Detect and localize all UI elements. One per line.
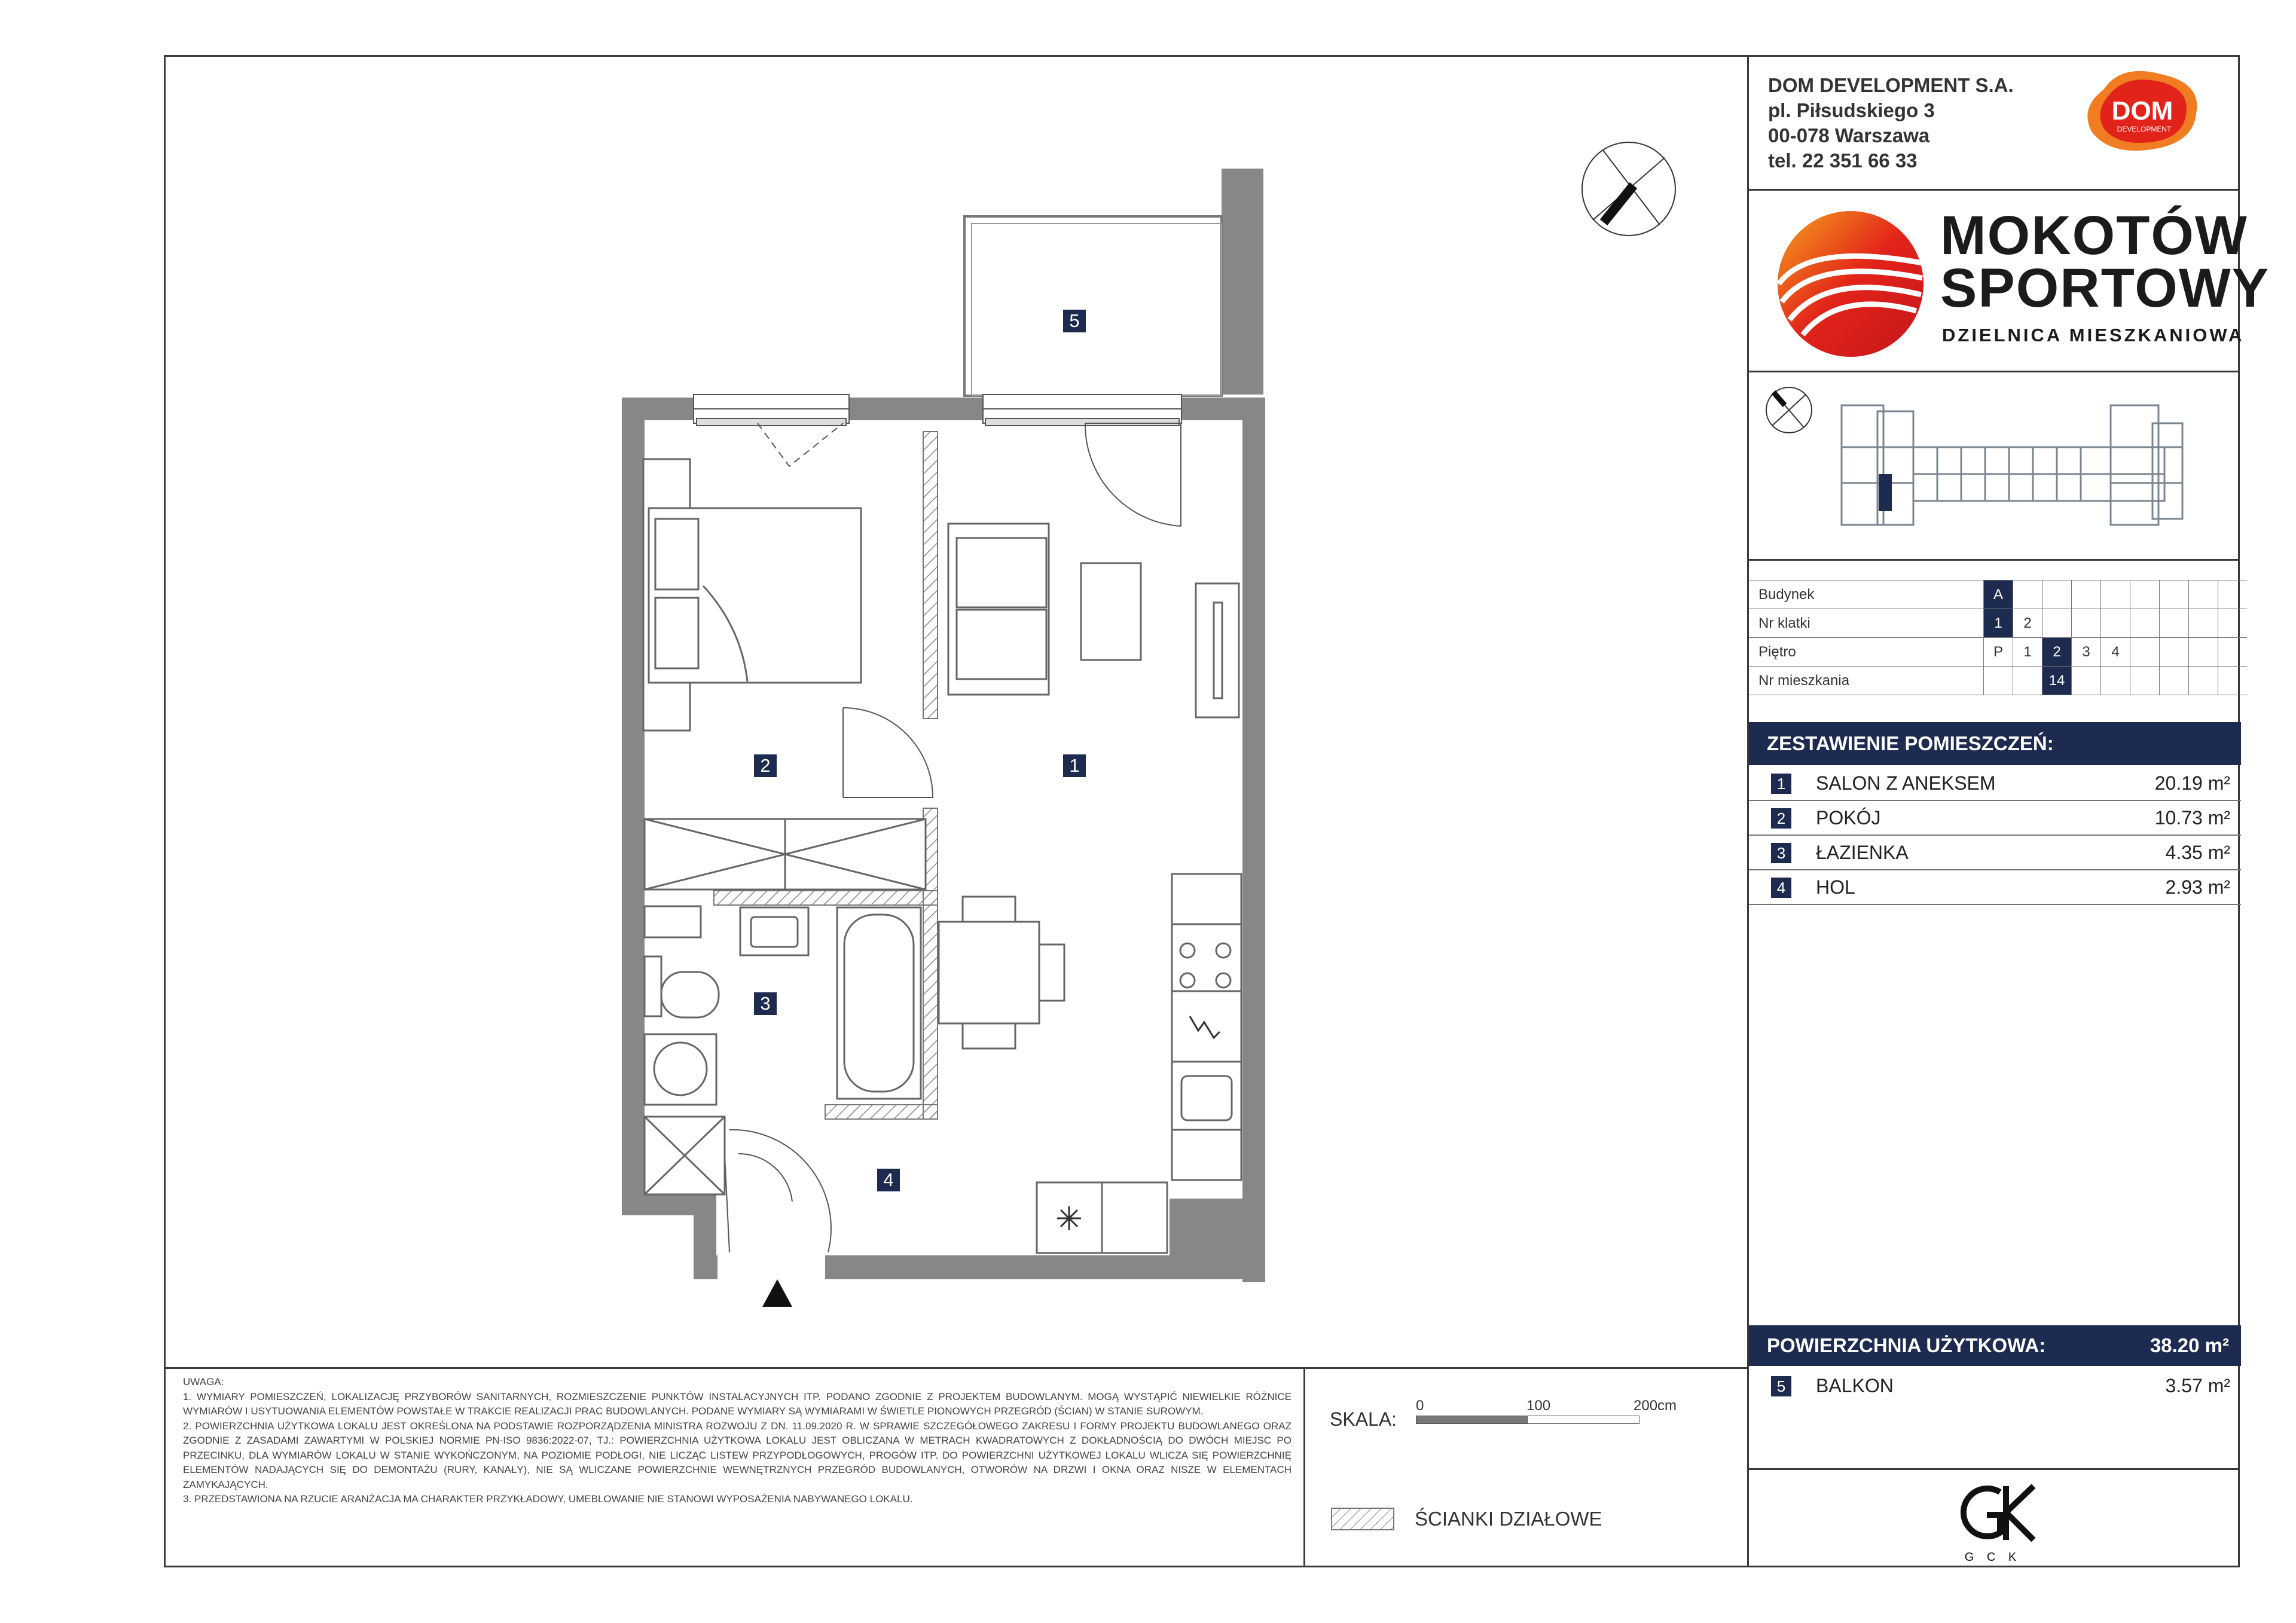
info-cell	[2013, 580, 2042, 609]
room-area: 2.93 m²	[2165, 876, 2230, 898]
balcony-number: 5	[1771, 1376, 1791, 1396]
building-outline	[1842, 405, 2182, 525]
info-cell	[2130, 638, 2160, 667]
info-cell	[2218, 667, 2248, 695]
info-cell: P	[1984, 638, 2013, 667]
info-label: Budynek	[1749, 580, 1984, 609]
room-label-5: 5	[1063, 310, 1086, 332]
room-label-4: 4	[877, 1169, 900, 1191]
info-cell	[2130, 580, 2160, 609]
info-label: Nr mieszkania	[1749, 667, 1984, 695]
list-item	[1749, 836, 2241, 870]
company-phone: tel. 22 351 66 33	[1768, 149, 1918, 172]
info-cell	[2101, 580, 2130, 609]
bed	[643, 459, 861, 730]
info-cell	[2189, 609, 2218, 638]
note-item: 2. POWIERZCHNIA UŻYTKOWA LOKALU JEST OKREŚLONA NA PODSTAWIE ROZPORZĄDZENIA MINISTRA ROZWOJU Z DN. 11.09.2020 R. W SPRAWIE SZCZEGÓŁOWEGO ZAKRESU I FORMY PROJEKTU BUDOWLANEGO ORAZ ZGODNIE Z ZASADAMI ZAWARTYMI W POLSKIEJ NORMIE PN-ISO 9836:2022-07, TJ.: POWIERZCHNIA UŻYTKOWA LOKALU JEST OBLICZANA W METRACH KWADRATOWYCH Z DOKŁADNOŚCIĄ DO DWÓCH MIEJSC PO PRZECINKU, DLA WYMIARÓW LOKALU W STANIE WYKOŃCZONYM, NA POZIOMIE PODŁOGI, NIE LICZĄC LISTEW PRZYPODŁOGOWYCH, PROGÓW ITP. DO POWIERZCHNI UŻYTKOWEJ LOKALU WLICZA SIĘ POWIERZCHNIĘ ELEMENTÓW NADAJĄCYCH SIĘ DO DEMONTAŻU (RURY, KANAŁY), NIE SĄ WLICZANE POWIERZCHNIE WEWNĘTRZNYCH PRZEGRÓD BUDOWLANYCH, OTWORÓW NA DRZWI I OKNA ORAZ NISZE W ELEMENTACH ZAMYKAJĄCYCH.	[183, 1420, 1292, 1490]
room-label-2: 2	[754, 754, 777, 777]
sofa	[948, 524, 1049, 695]
info-cell	[2218, 609, 2248, 638]
scale-tick: 0	[1416, 1398, 1424, 1414]
info-cell	[2160, 667, 2189, 695]
company-city: 00-078 Warszawa	[1768, 124, 1930, 146]
info-cell	[2189, 580, 2218, 609]
company-info	[1768, 73, 2014, 173]
info-cell	[2130, 667, 2160, 695]
list-item	[1749, 801, 2241, 836]
room-number: 3	[1771, 843, 1791, 863]
notes-heading: UWAGA:	[183, 1376, 224, 1387]
rooms-list	[1749, 766, 2241, 905]
tv-cabinet	[1196, 583, 1239, 717]
info-cell: 3	[2072, 638, 2101, 667]
usable-area-label: POWIERZCHNIA UŻYTKOWA:	[1767, 1334, 2046, 1356]
notes-scale-divider	[1303, 1367, 1305, 1567]
balcony-name: BALKON	[1816, 1375, 1894, 1396]
dining-table	[939, 897, 1064, 1049]
bathroom-fixtures	[645, 906, 921, 1194]
info-row-staircase	[1749, 609, 2247, 638]
project-title	[1940, 205, 2270, 319]
room-number: 2	[1771, 808, 1791, 829]
info-cell	[2072, 667, 2101, 695]
info-row-building	[1749, 580, 2247, 609]
dom-logo-sub: DEVELOPMENT	[2117, 125, 2172, 133]
room-area: 20.19 m²	[2154, 772, 2230, 794]
info-cell	[2101, 667, 2130, 695]
info-row-floor	[1749, 638, 2247, 667]
info-cell	[2160, 609, 2189, 638]
info-cell	[2160, 638, 2189, 667]
info-cell	[2072, 580, 2101, 609]
note-item: 3. PRZEDSTAWIONA NA RZUCIE ARANŻACJA MA CHARAKTER PRZYKŁADOWY, UMEBLOWANIE NIE STANOWI WYPOSAŻENIA NABYWANEGO LOKALU.	[183, 1493, 913, 1505]
fridge-icon	[1057, 1206, 1081, 1230]
info-cell: 4	[2101, 638, 2130, 667]
scale-bar-light	[1527, 1416, 1639, 1424]
legend-label: ŚCIANKI DZIAŁOWE	[1415, 1508, 1602, 1530]
note-item: 1. WYMIARY POMIESZCZEŃ, LOKALIZACJĘ PRZYBORÓW SANITARNYCH, ROZMIESZCZENIE PUNKTÓW INSTALACYJNYCH ITP. PODANO ZGODNIE Z PROJEKTEM BUDOWLANYM. MOGĄ WYSTĄPIĆ NIEWIELKIE RÓŻNICE WYMIARÓW I USYTUOWANIA ELEMENTÓW POWSTAŁE W TRAKCIE REALIZACJI PRAC BUDOWLANYCH. PODANE WYMIARY SĄ WYMIARAMI W ŚWIETLE PIONOWYCH PRZEGRÓD (ŚCIAN) W STANIE SUROWYM.	[183, 1390, 1292, 1417]
mokotow-logo-icon	[1773, 206, 1928, 362]
info-cell	[2218, 638, 2248, 667]
dom-logo-icon	[2080, 66, 2205, 155]
info-label: Piętro	[1749, 638, 1984, 667]
list-item	[1749, 870, 2241, 905]
keyplan-north-arrow-icon	[1766, 387, 1812, 433]
gck-text: G C K	[1964, 1551, 2022, 1564]
notes-divider	[164, 1367, 1748, 1369]
scale-tick: 100	[1526, 1398, 1551, 1414]
project-title-line1: MOKOTÓW	[1940, 205, 2248, 266]
hatch-legend-icon	[1331, 1508, 1394, 1530]
info-cell	[2072, 609, 2101, 638]
info-cell	[2160, 580, 2189, 609]
info-cell	[1984, 667, 2013, 695]
info-cell: 2	[2042, 638, 2072, 667]
dom-logo-text: DOM	[2111, 96, 2173, 126]
room-name: ŁAZIENKA	[1816, 842, 1909, 863]
info-row-apartment	[1749, 667, 2247, 695]
gck-logo-icon	[1945, 1475, 2041, 1565]
info-cell	[2013, 667, 2042, 695]
company-street: pl. Piłsudskiego 3	[1768, 99, 1935, 121]
scale-tick: 200cm	[1634, 1398, 1677, 1414]
room-label-1: 1	[1063, 754, 1086, 777]
keyplan-apartment-highlight	[1879, 474, 1892, 511]
room-name: SALON Z ANEKSEM	[1816, 772, 1996, 794]
logo-divider	[1747, 371, 2240, 372]
north-arrow-icon	[1576, 136, 1681, 242]
info-cell: 14	[2042, 667, 2072, 695]
header-divider	[1747, 189, 2240, 191]
room-number: 1	[1771, 774, 1791, 794]
info-cell	[2189, 638, 2218, 667]
room-number: 4	[1771, 878, 1791, 898]
info-cell	[2042, 580, 2072, 609]
balcony-row	[1749, 1369, 2241, 1402]
project-subtitle: DZIELNICA MIESZKANIOWA	[1942, 325, 2245, 346]
usable-area-banner	[1749, 1325, 2241, 1366]
rooms-heading-text: ZESTAWIENIE POMIESZCZEŃ:	[1767, 732, 2054, 754]
balcony-area: 3.57 m²	[2165, 1375, 2230, 1396]
company-name: DOM DEVELOPMENT S.A.	[1768, 74, 2014, 96]
balcony-area	[964, 169, 1263, 396]
info-cell	[2042, 609, 2072, 638]
info-table	[1749, 580, 2247, 695]
scale-label: SKALA:	[1330, 1408, 1397, 1430]
info-cell: 2	[2013, 609, 2042, 638]
info-cell	[2189, 667, 2218, 695]
room-area: 4.35 m²	[2165, 842, 2230, 863]
room-name: POKÓJ	[1816, 807, 1881, 829]
entrance-arrow-icon	[762, 1279, 792, 1307]
room-name: HOL	[1816, 876, 1855, 898]
info-cell	[2101, 609, 2130, 638]
key-plan	[1758, 381, 2236, 555]
info-cell	[2218, 580, 2248, 609]
list-item	[1749, 766, 2241, 801]
scale-bar-dark	[1416, 1416, 1528, 1424]
kitchen-counter	[1037, 874, 1241, 1253]
coffee-table	[1081, 563, 1141, 660]
floor-plan	[616, 161, 1315, 1321]
keyplan-divider	[1747, 559, 2240, 561]
room-area: 10.73 m²	[2154, 807, 2230, 829]
info-cell	[2130, 609, 2160, 638]
info-cell: 1	[1984, 609, 2013, 638]
usable-area-value: 38.20 m²	[2150, 1334, 2229, 1356]
project-title-line2: SPORTOWY	[1940, 258, 2270, 319]
room-label-3: 3	[754, 992, 777, 1015]
notes	[183, 1375, 1292, 1507]
balcony-divider	[1747, 1468, 2240, 1470]
rooms-heading	[1749, 722, 2241, 765]
info-cell: A	[1984, 580, 2013, 609]
wardrobe	[645, 819, 926, 890]
info-cell: 1	[2013, 638, 2042, 667]
info-label: Nr klatki	[1749, 609, 1984, 638]
